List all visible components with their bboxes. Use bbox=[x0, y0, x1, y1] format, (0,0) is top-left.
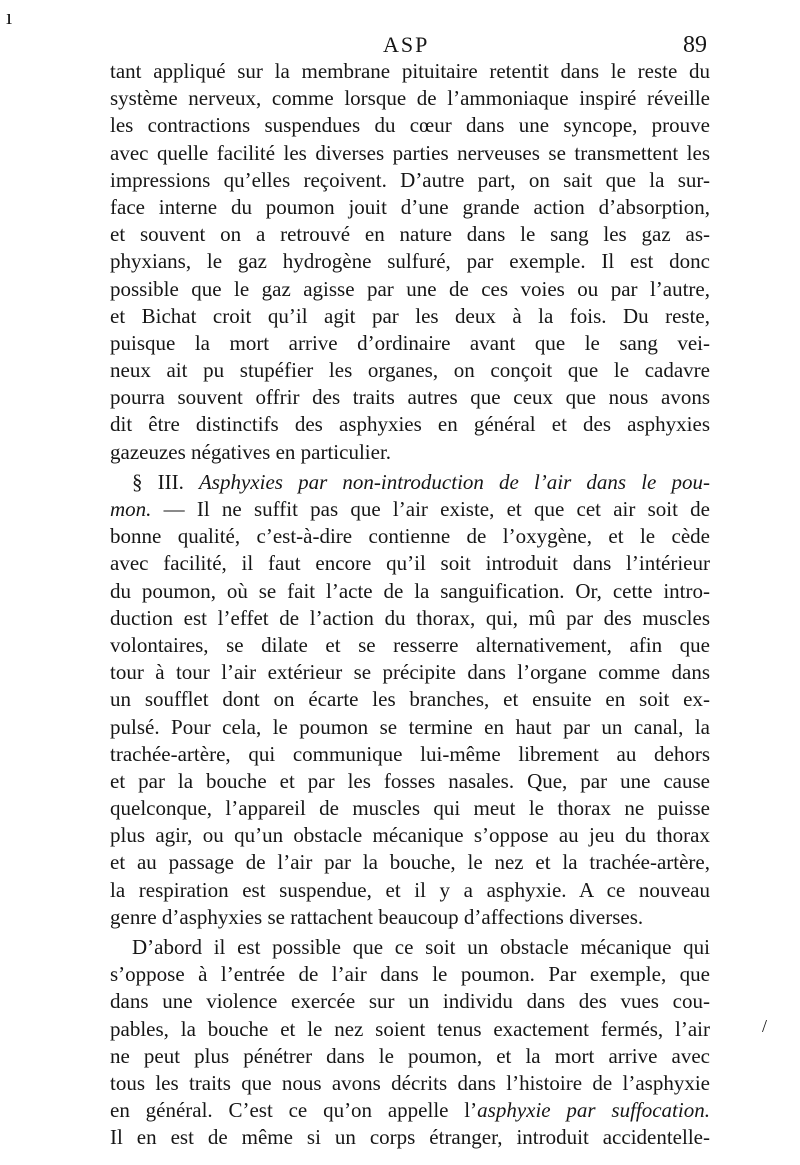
text-line bbox=[110, 1097, 710, 1124]
edge-mark: ı bbox=[6, 4, 13, 29]
text-line: phyxians, le gaz hydrogène sulfuré, par exemple. Il est donc bbox=[110, 249, 710, 274]
text-line-lead: en général. C’est ce qu’on appelle l’ bbox=[110, 1098, 478, 1123]
text-line: et au passage de l’air par la bouche, le nez et la trachée-artère, bbox=[110, 850, 710, 875]
text-line: un soufflet dont on écarte les branches, et ensuite en soit ex- bbox=[110, 687, 710, 712]
text-line: volontaires, se dilate et se resserre alternativement, afin que bbox=[110, 632, 710, 657]
text-line: système nerveux, comme lorsque de l’ammoniaque inspiré réveille bbox=[110, 86, 710, 111]
text-line: ne peut plus pénétrer dans le poumon, et la mort arrive avec bbox=[110, 1043, 710, 1068]
text-line: face interne du poumon jouit d’une grande action d’absorption, bbox=[110, 194, 710, 219]
body-text bbox=[110, 58, 710, 1152]
text-line: la respiration est suspendue, et il y a asphyxie. A ce nouveau bbox=[110, 877, 710, 902]
text-line: pulsé. Pour cela, le poumon se termine en haut par un canal, la bbox=[110, 714, 710, 739]
text-line: dans une violence exercée sur un individu dans des vues cou- bbox=[110, 989, 710, 1014]
margin-tick: / bbox=[762, 1016, 768, 1036]
text-line: D’abord il est possible que ce soit un obstacle mécanique qui bbox=[132, 935, 710, 959]
text-line: quelconque, l’appareil de muscles qui meut le thorax ne puisse bbox=[110, 796, 710, 821]
text-line-italic: asphyxie par suffocation. bbox=[477, 1098, 710, 1123]
text-line: du poumon, où se fait l’acte de la sanguification. Or, cette intro- bbox=[110, 578, 710, 603]
text-line: et par la bouche et par les fosses nasales. Que, par une cause bbox=[110, 768, 710, 793]
text-line-lead: § III. bbox=[132, 469, 199, 494]
text-line: et souvent on a retrouvé en nature dans le sang les gaz as- bbox=[110, 222, 710, 247]
page-number: 89 bbox=[683, 32, 707, 58]
text-line: bonne qualité, c’est-à-dire contienne de l’oxygène, et le cède bbox=[110, 524, 710, 549]
text-line-tail: — Il ne suffit pas que l’air existe, et que cet air soit de bbox=[151, 497, 710, 521]
text-line: genre d’asphyxies se rattachent beaucoup d’affections diverses. bbox=[110, 904, 644, 929]
running-head-title: ASP bbox=[383, 32, 430, 57]
text-line: tous les traits que nous avons décrits dans l’histoire de l’asphyxie bbox=[110, 1070, 710, 1095]
text-line: impressions qu’elles reçoivent. D’autre part, on sait que la sur- bbox=[110, 167, 710, 192]
text-line: duction est l’effet de l’action du thorax, qui, mû par des muscles bbox=[110, 605, 710, 630]
text-line: pables, la bouche et le nez soient tenus exactement fermés, l’air bbox=[110, 1016, 710, 1041]
text-line: tant appliqué sur la membrane pituitaire retentit dans le reste du bbox=[110, 59, 710, 83]
text-line: trachée-artère, qui communique lui-même librement au dehors bbox=[110, 741, 710, 766]
text-line bbox=[110, 469, 710, 496]
text-line-italic: mon. bbox=[110, 497, 152, 521]
text-line: et Bichat croit qu’il agit par les deux à la fois. Du reste, bbox=[110, 303, 710, 328]
text-line: pourra souvent offrir des traits autres que ceux que nous avons bbox=[110, 385, 710, 410]
text-line bbox=[110, 496, 710, 523]
running-head bbox=[0, 30, 800, 60]
text-line: avec facilité, il faut encore qu’il soit introduit dans l’intérieur bbox=[110, 551, 710, 576]
text-line: tour à tour l’air extérieur se précipite dans l’organe comme dans bbox=[110, 660, 710, 685]
text-line: plus agir, ou qu’un obstacle mécanique s’oppose au jeu du thorax bbox=[110, 823, 710, 848]
text-line-italic: Asphyxies par non-introduction de l’air dans le pou- bbox=[198, 469, 710, 494]
text-line: les contractions suspendues du cœur dans une syncope, prouve bbox=[110, 113, 710, 138]
text-line: neux ait pu stupéfier les organes, on conçoit que le cadavre bbox=[110, 358, 710, 383]
text-line: s’oppose à l’entrée de l’air dans le poumon. Par exemple, que bbox=[110, 962, 710, 987]
text-line: possible que le gaz agisse par une de ces voies ou par l’autre, bbox=[110, 276, 710, 301]
text-line: gazeuzes négatives en particulier. bbox=[110, 439, 392, 464]
text-line: dit être distinctifs des asphyxies en général et des asphyxies bbox=[110, 412, 710, 437]
text-line: puisque la mort arrive d’ordinaire avant que le sang vei- bbox=[110, 330, 710, 355]
text-line: avec quelle facilité les diverses parties nerveuses se transmettent les bbox=[110, 140, 710, 165]
text-line: Il en est de même si un corps étranger, introduit accidentelle- bbox=[110, 1125, 710, 1150]
